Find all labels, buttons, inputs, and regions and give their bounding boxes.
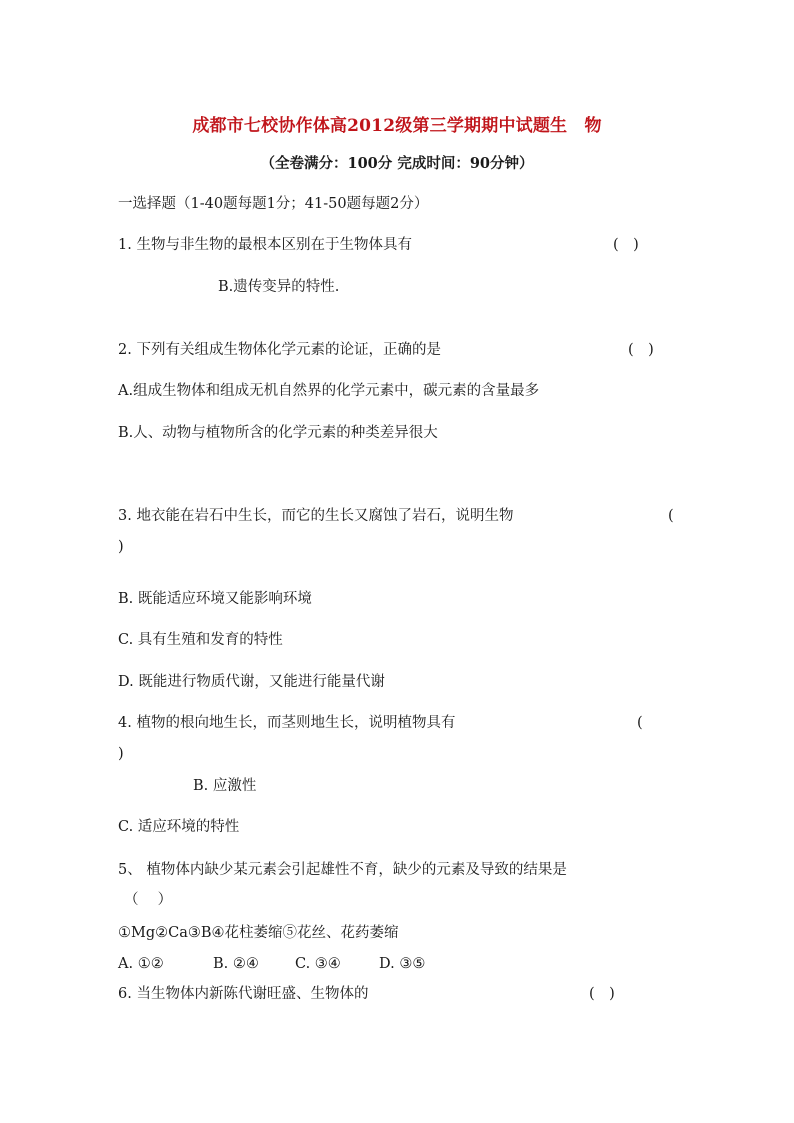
page-title: 成都市七校协作体高2012级第三学期期中试题生 物 (192, 116, 602, 136)
question-6: 6. 当生物体内新陈代谢旺盛、生物体的 (118, 986, 369, 1002)
section-heading: 一选择题（1-40题每题1分；41-50题每题2分） (118, 196, 429, 212)
q4-option-b: B. 应激性 (193, 778, 257, 794)
q2-option-a: A.组成生物体和组成无机自然界的化学元素中，碳元素的含量最多 (118, 383, 540, 399)
q5-option-b: B. ②④ (213, 956, 259, 972)
answer-blank-3-close: ) (118, 539, 124, 555)
q3-option-d: D. 既能进行物质代谢，又能进行能量代谢 (118, 674, 385, 690)
answer-blank-5: （ ） (124, 892, 173, 908)
q3-option-b: B. 既能适应环境又能影响环境 (118, 591, 312, 607)
q5-option-d: D. ③⑤ (379, 956, 426, 972)
q1-option-b: B.遗传变异的特性. (218, 279, 340, 295)
answer-blank-4-close: ) (118, 746, 124, 762)
q5-option-c: C. ③④ (295, 956, 341, 972)
q4-option-c: C. 适应环境的特性 (118, 819, 240, 835)
question-5: 5、 植物体内缺少某元素会引起雄性不育，缺少的元素及导致的结果是 (118, 862, 567, 878)
answer-blank-1: ( ) (613, 237, 639, 253)
answer-blank-2: ( ) (628, 342, 654, 358)
question-3: 3. 地衣能在岩石中生长，而它的生长又腐蚀了岩石，说明生物 (118, 508, 514, 524)
answer-blank-4-open: ( (637, 715, 643, 731)
q3-option-c: C. 具有生殖和发育的特性 (118, 632, 283, 648)
q5-items: ①Mg②Ca③B④花柱萎缩⑤花丝、花药萎缩 (118, 925, 399, 941)
q2-option-b: B.人、动物与植物所含的化学元素的种类差异很大 (118, 425, 438, 441)
answer-blank-3-open: ( (668, 508, 674, 524)
answer-blank-6: ( ) (589, 986, 615, 1002)
question-1: 1. 生物与非生物的最根本区别在于生物体具有 (118, 237, 412, 253)
question-2: 2. 下列有关组成生物体化学元素的论证，正确的是 (118, 342, 441, 358)
exam-info: （全卷满分：100分 完成时间：90分钟） (260, 155, 534, 172)
question-4: 4. 植物的根向地生长，而茎则地生长，说明植物具有 (118, 715, 456, 731)
q5-option-a: A. ①② (118, 956, 164, 972)
